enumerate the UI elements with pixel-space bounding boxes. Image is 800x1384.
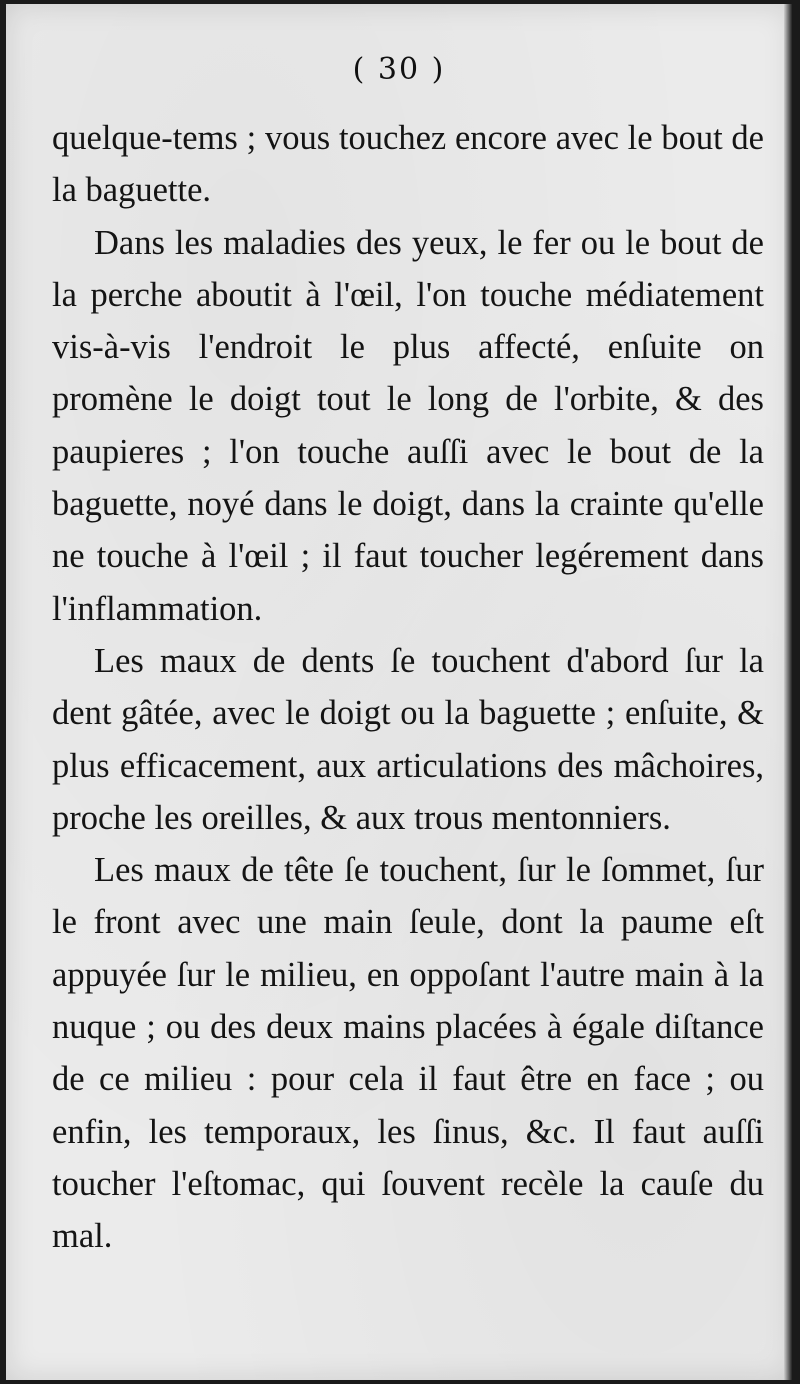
paragraph-teeth: Les maux de dents ſe touchent d'abord ſur la dent gâtée, avec le doigt ou la baguette ; enſuite, & plus efficacement, aux articulations des mâchoires, proche les oreilles, & aux trous mentonniers. — [52, 641, 764, 837]
page-edge-shadow — [784, 4, 792, 1380]
page-number: ( 30 ) — [352, 52, 446, 87]
book-page — [6, 4, 792, 1380]
paragraph-eyes: Dans les maladies des yeux, le fer ou le bout de la perche aboutit à l'œil, l'on touche médiatement vis-à-vis l'endroit le plus affecté, enſuite on promène le doigt tout le long de l'orbite, & des paupieres ; l'on touche auſſi avec le bout de la baguette, noyé dans le doigt, dans la crainte qu'elle ne touche à l'œil ; il faut toucher legérement dans l'inflammation. — [52, 223, 764, 628]
paragraph-head: Les maux de tête ſe touchent, ſur le ſommet, ſur le front avec une main ſeule, dont la paume eſt appuyée ſur le milieu, en oppoſant l'autre main à la nuque ; ou des deux mains placées à égale diſtance de ce milieu : pour cela il faut être en face ; ou enfin, les temporaux, les ſinus, &c. Il faut auſſi toucher l'eſtomac, qui ſouvent recèle la cauſe du mal. — [52, 851, 764, 1256]
paragraph-continuation: quelque-tems ; vous touchez encore avec le bout de la baguette. — [52, 119, 764, 210]
body-text — [52, 112, 764, 1263]
